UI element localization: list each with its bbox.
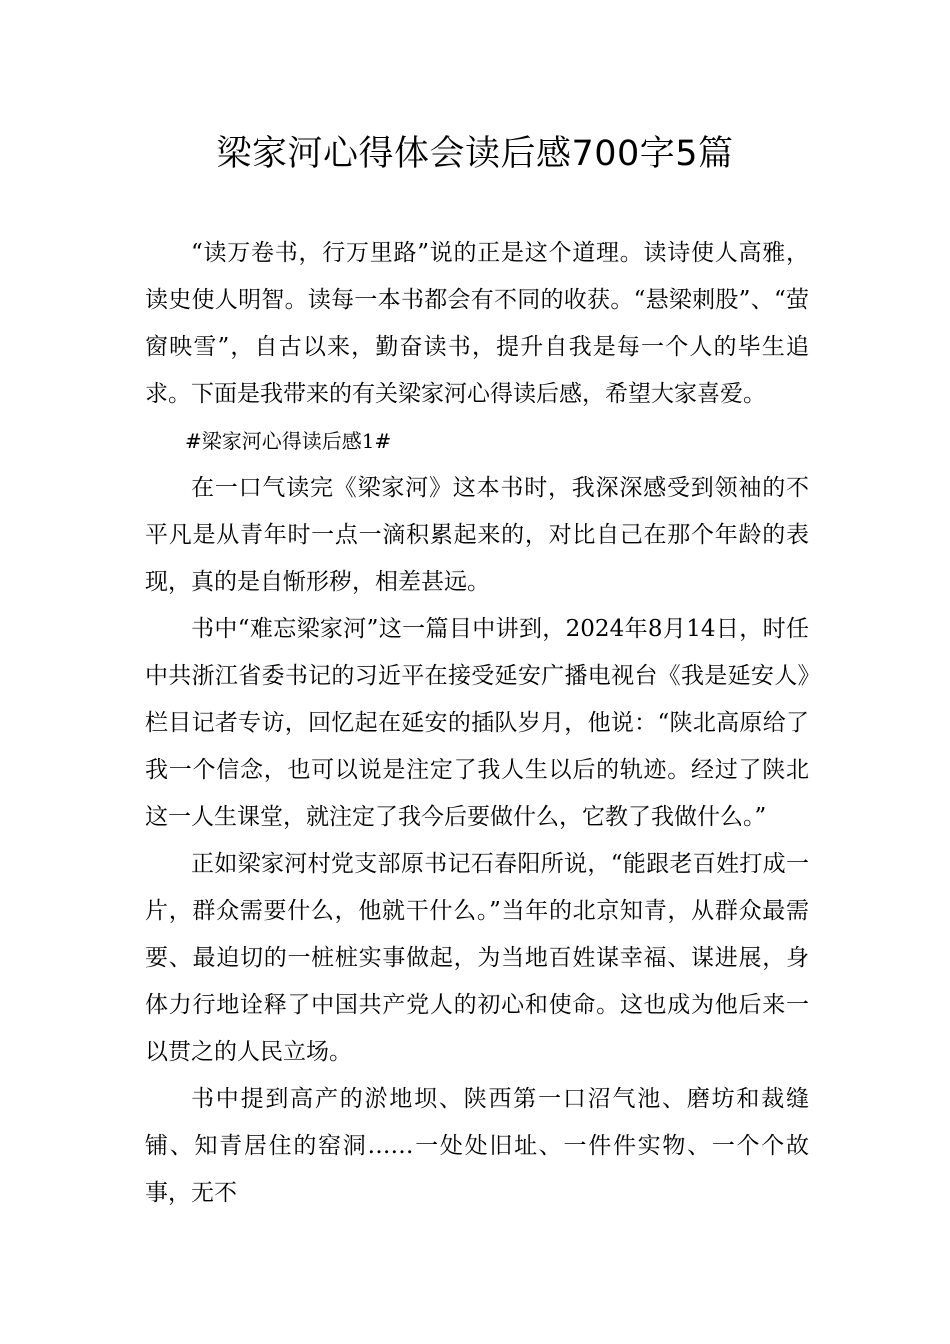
section-heading-1: #梁家河心得读后感1# xyxy=(185,429,392,453)
paragraph: 正如梁家河村党支部原书记石春阳所说，“能跟老百姓打成一片，群众需要什么，他就干什么。”当年的北京知青，从群众最需要、最迫切的一桩桩实事做起，为当地百姓谋幸福、谋进展，身体力行地诠释了中国共产党人的初心和使命。这也成为他后来一以贯之的人民立场。 xyxy=(145,851,809,1065)
paragraph: 在一口气读完《梁家河》这本书时，我深深感受到领袖的不平凡是从青年时一点一滴积累起来的，对比自己在那个年龄的表现，真的是自惭形秽，相差甚远。 xyxy=(145,475,809,595)
paragraph-intro: “读万卷书，行万里路”说的正是这个道理。读诗使人高雅，读史使人明智。读每一本书都会有不同的收获。“悬梁刺股”、“萤窗映雪”，自古以来，勤奋读书，提升自我是每一个人的毕生追求。下面是我带来的有关梁家河心得读后感，希望大家喜爱。 xyxy=(145,240,809,407)
document-title: 梁家河心得体会读后感700字5篇 xyxy=(216,134,734,174)
document-body xyxy=(145,230,809,1217)
paragraph: 书中“难忘梁家河”这一篇目中讲到，2024年8月14日，时任中共浙江省委书记的习近平在接受延安广播电视台《我是延安人》栏目记者专访，回忆起在延安的插队岁月，他说：“陕北高原给了我一个信念，也可以说是注定了我人生以后的轨迹。经过了陕北这一人生课堂，就注定了我今后要做什么，它教了我做什么。” xyxy=(145,616,809,830)
paragraph: 书中提到高产的淤地坝、陕西第一口沼气池、磨坊和裁缝铺、知青居住的窑洞……一处处旧址、一件件实物、一个个故事，无不 xyxy=(145,1086,809,1206)
